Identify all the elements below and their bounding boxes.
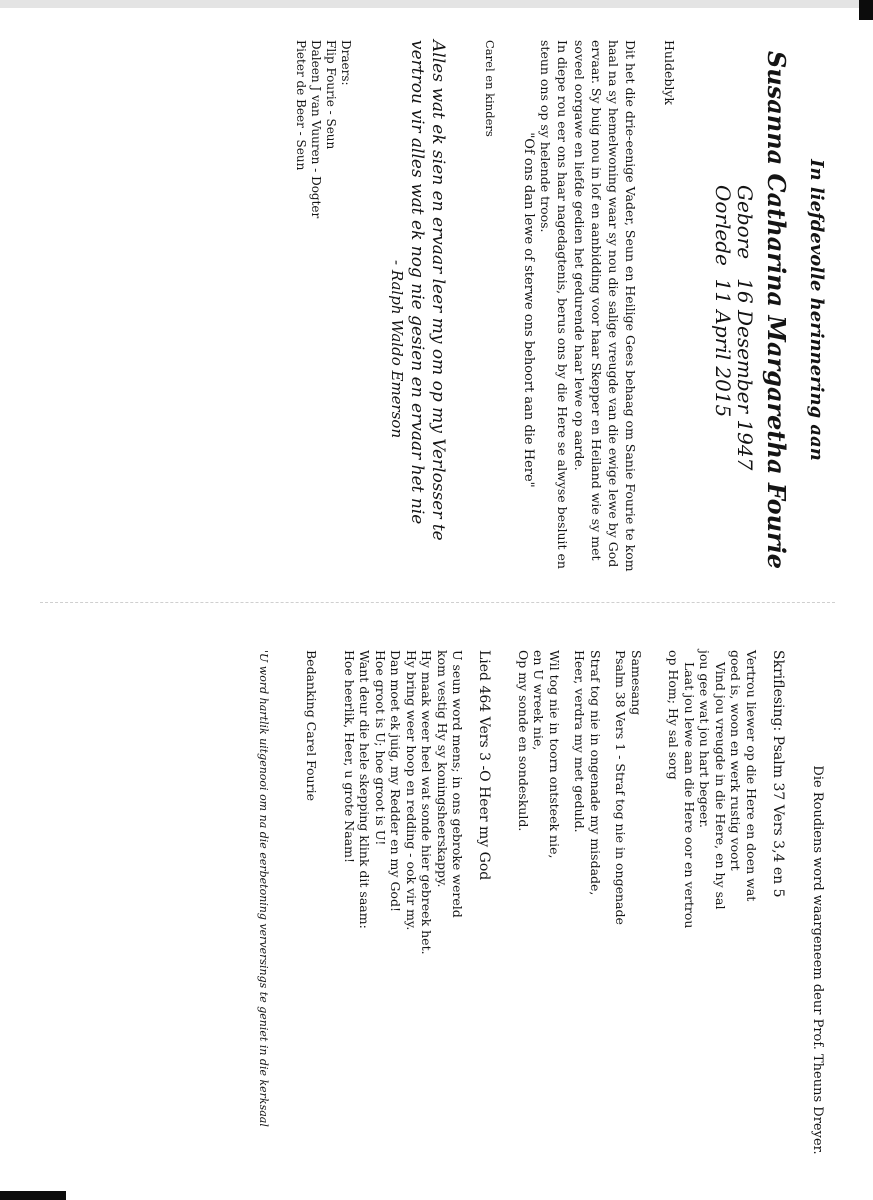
- tribute-quote: "Of ons dan lewe of sterwe ons behoort aan die Here": [521, 132, 536, 488]
- born-label: Gebore: [733, 185, 757, 260]
- memorial-panel: [170, 40, 830, 580]
- scan-top-edge: [0, 0, 873, 8]
- born-date: 16 Desember 1947: [733, 278, 757, 471]
- invitation-footer: 'U word hartlik uitgenooi om na die eerbetoning verversings te geniet in die kerksaal: [257, 650, 270, 1127]
- verse-line: Hoe heerlik, Heer, u grote Naam!: [342, 650, 357, 864]
- singing-label: Samesang: [629, 650, 644, 716]
- page-fold-line: [40, 602, 835, 603]
- verse-line: Hy maak weer heel wat sonde hier gebreek het.: [419, 650, 435, 955]
- deceased-name: Susanna Catharina Margaretha Fourie: [762, 50, 791, 570]
- hymn-title: Lied 464 Vers 3 -O Heer my God: [476, 650, 493, 881]
- verse-line: Vind jou vreugde in die Here, en hy sal: [713, 662, 728, 910]
- bearers-heading: Draers:: [339, 40, 353, 86]
- life-dates: [711, 185, 757, 471]
- verse-line: Hy bring weer hoop en redding - ook vir my.: [404, 650, 419, 931]
- tribute-paragraph: Dit het die drie-eenige Vader, Seun en Heilige Gees behaag om Sanie Fourie te kom haal na sy hemelwoning waar sy nou die salige vreugde van die ewige lewe by God ervaar. Sy buig nou in lof en aanbidding voor haar Skepper en Heiland wie sy met soveel oorgawe en liefde gedien het gedurende haar lewe op aarde.: [572, 40, 638, 572]
- verse-line: Heer, verdra my met geduld.: [572, 650, 588, 833]
- verse-line: jou gee wat jou hart begeer.: [697, 650, 713, 829]
- service-panel: [170, 650, 830, 1160]
- verse-line: goed is, woon en werk rustig voort: [728, 650, 744, 871]
- scan-corner-mark: [859, 0, 873, 20]
- thanks-line: Bedanking Carel Fourie: [304, 650, 320, 801]
- verse-line: Want deur die hele skepping klink dit saam:: [357, 650, 373, 929]
- verse-line: Straf tog nie in ongenade my misdade,: [588, 650, 603, 896]
- service-officiant: Die Roudiens word waargeneem deur Prof. Theuns Dreyer.: [810, 765, 825, 1155]
- bearer-name: Flip Fourie - Seun: [324, 40, 338, 150]
- scripture-reading-text: [666, 650, 759, 1160]
- died-row: [712, 185, 734, 435]
- verse-line: Vertrou liewer op die Here en doen wat: [744, 650, 759, 902]
- verse-line: Dan moet ek juig, my Redder en my God!: [388, 650, 404, 912]
- verse-line: kom vestig Hy sy koningsheerskappy.: [435, 650, 450, 888]
- died-date: 11 April 2015: [711, 278, 735, 418]
- bearer-name: Pieter de Beer - Seun: [294, 40, 308, 171]
- emerson-quote: Alles wat ek sien en ervaar leer my om op my Verlosser te vertrou vir alles wat ek nog nie gesien en ervaar het nie: [407, 40, 448, 541]
- tribute-paragraph: In diepe rou eer ons haar nagedagtenis, berus ons by die Here se alwyse besluit en steun ons op sy helende troos.: [538, 40, 570, 569]
- verse-line: Hoe groot is U; hoe groot is U!: [373, 650, 388, 846]
- hymn-text: [342, 650, 466, 1160]
- tribute-heading: Huldeblyk: [662, 40, 677, 105]
- verse-line: Wil tog nie in toorn ontsteek nie,: [547, 650, 562, 859]
- scan-corner-mark: [0, 1191, 66, 1200]
- born-row: [733, 185, 757, 471]
- emerson-attribution: - Ralph Waldo Emerson: [388, 260, 406, 439]
- scripture-reading-title: Skriflesing: Psalm 37 Vers 3,4 en 5: [770, 650, 786, 898]
- verse-line: Laat jou lewe aan die Here oor en vertrou: [682, 662, 697, 929]
- verse-line: op Hom; Hy sal sorg: [666, 650, 682, 780]
- died-label: Oorlede: [711, 185, 735, 266]
- verse-line: Op my sonde en sondeskuld.: [516, 650, 531, 832]
- memorial-title: In liefdevolle herinnering aan: [806, 159, 827, 461]
- bearers-list: [293, 40, 353, 580]
- bearer-name: Daleen J van Vuuren - Dogter: [309, 40, 323, 219]
- verse-line: en U wreek nie,: [531, 650, 547, 751]
- tribute-signature: Carel en kinders: [483, 40, 497, 137]
- psalm-title: Psalm 38 Vers 1 - Straf tog nie in ongenade: [613, 650, 629, 925]
- verse-line: U seun word mens; in ons gebroke wereld: [450, 650, 466, 918]
